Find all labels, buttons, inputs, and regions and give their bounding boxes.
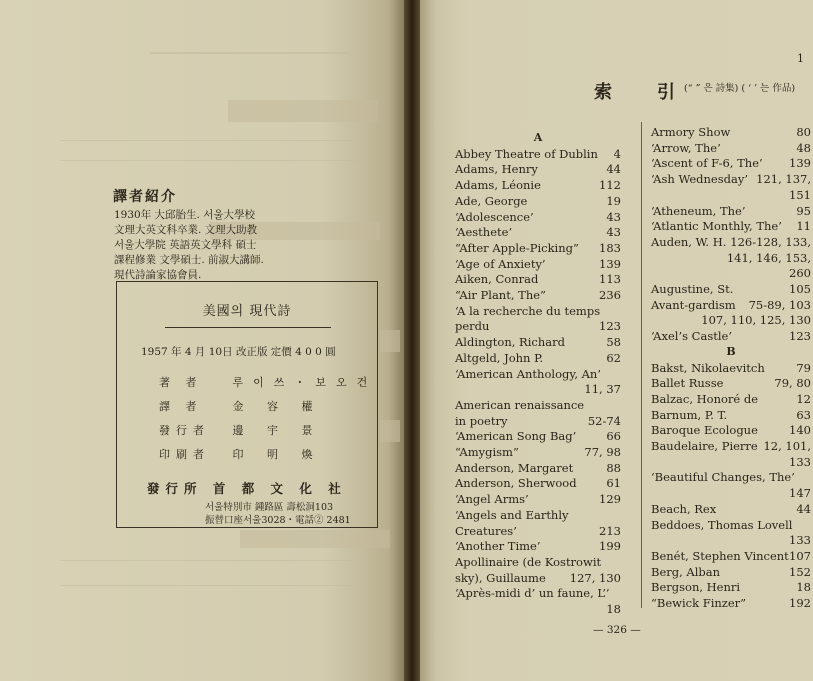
column-divider [641,122,642,608]
index-entry-pages: 113 [599,272,621,287]
index-entry-pages: 75-89, 103 [748,297,811,312]
index-entry-title: ‘Ascent of F-6, The’ [651,156,763,171]
colophon-box [116,281,378,528]
index-entry [651,298,811,314]
index-entry-title: ‘American Song Bag’ [455,429,577,444]
index-entry-title: Beach, Rex [651,501,717,516]
index-entry-pages: 133 [789,533,811,548]
index-entry-pages: 18 [796,580,811,595]
index-entry-title: “Air Plant, The” [455,288,546,302]
index-entry-pages: 107, 110, 125, 130 [701,313,811,328]
index-entry [455,414,621,430]
index-entry-title: Apollinaire (de Kostrowit [455,554,602,569]
index-entry-title: ‘Arrow, The’ [651,140,721,155]
index-entry [455,461,621,477]
index-entry-title: Bergson, Henri [651,580,741,595]
publisher-registration: 振替口座서울3028・電話② 2481 [205,515,351,526]
credit-role: 著 者 [159,376,203,389]
credit-author [159,374,377,390]
index-entry-pages: 43 [606,209,621,224]
page-number-top: 1 [797,52,804,65]
index-entry [651,596,811,612]
index-entry [455,147,621,163]
index-entry-title: Creatures’ [455,523,517,538]
credit-name: 邊 宇 景 [232,424,323,437]
index-entry [455,257,621,273]
index-entry [455,539,621,555]
index-entry-pages: 12 [796,391,811,406]
index-entry [651,282,811,298]
index-entry-title: Barnum, P. T. [651,407,728,422]
intro-line: 文理大英文科卒業. 文理大助教 [114,224,258,236]
credit-role: 發行者 [159,424,210,437]
index-entry-pages: 77, 98 [584,445,621,459]
intro-line: 서울大學院 英語英文學科 碩士 [114,239,257,251]
index-entry-pages: 133 [789,454,811,469]
index-entry [455,210,621,226]
index-entry [455,162,621,178]
credit-role: 印刷者 [159,448,210,461]
index-entry-title: Benét, Stephen Vincent [651,548,789,563]
index-entry-title: ‘Atheneum, The’ [651,203,746,218]
credit-role: 譯 者 [159,400,203,413]
index-entry-title: Augustine, St. [651,282,734,296]
index-entry-title: ‘Axel’s Castle’ [651,329,732,344]
index-entry-title: Adams, Henry [455,162,538,177]
index-entry [455,492,621,508]
index-entry-pages: 127, 130 [569,570,621,585]
index-entry [651,455,811,471]
index-entry [455,178,621,194]
index-entry-title: Auden, W. H. [651,234,727,249]
index-entry-title: Anderson, Margaret [455,460,574,475]
index-entry [651,518,811,534]
index-entry-title: “Bewick Finzer” [651,596,747,610]
index-entry-title: Berg, Alban [651,564,721,579]
index-entry [455,602,621,618]
index-section-letter: A [533,131,543,144]
index-entry-pages: 66 [606,429,621,444]
index-entry-title: ‘A la recherche du temps [455,303,601,318]
index-entry [455,382,621,398]
index-entry [651,361,811,377]
index-entry [455,194,621,210]
index-entry [651,251,811,267]
index-entry-pages: 88 [606,460,621,475]
index-entry [651,486,811,502]
index-heading-right: 引 [657,82,675,103]
index-entry [455,586,621,602]
colophon-rule [165,327,331,328]
index-entry [651,266,811,282]
index-entry-title: Ade, George [455,193,528,208]
index-entry-pages: 79 [796,360,811,375]
index-entry-title: Abbey Theatre of Dublin [455,146,598,161]
index-entry [455,524,621,540]
index-entry-pages: 107 [789,548,811,563]
index-entry [651,204,811,220]
index-entry-pages: 19 [606,193,621,208]
index-entry [651,392,811,408]
index-entry [651,423,811,439]
index-entry [455,398,621,414]
index-entry-pages: 139 [599,256,621,271]
index-entry-title: ‘Aesthete’ [455,225,513,240]
index-entry [455,429,621,445]
index-entry-pages: 126-128, 133, [730,234,811,249]
index-entry [455,225,621,241]
index-entry [455,445,621,461]
index-entry-pages: 4 [613,146,621,161]
index-entry-title: ‘American Anthology, An’ [455,366,601,381]
index-entry-title: ‘Atlantic Monthly, The’ [651,219,782,234]
index-entry [651,502,811,518]
index-entry-title: Aiken, Conrad [455,272,539,287]
index-entry-pages: 152 [789,564,811,579]
index-entry [455,476,621,492]
index-entry [455,555,621,571]
index-entry-pages: 95 [796,203,811,218]
index-entry-title: Baroque Ecologue [651,423,758,438]
index-entry [455,288,621,304]
intro-line: 現代詩論家協會員. [114,269,202,281]
index-entry-title: ‘Angels and Earthly [455,507,569,522]
index-entry-pages: 58 [606,335,621,350]
index-entry-pages: 147 [789,486,811,501]
index-entry [455,241,621,257]
index-entry-pages: 151 [789,187,811,202]
index-entry-title: Anderson, Sherwood [455,476,577,491]
index-entry-title: Altgeld, John P. [455,350,544,365]
index-entry-title: Aldington, Richard [455,335,565,350]
index-entry-title: ‘Another Time’ [455,539,541,554]
credit-printer [159,446,323,462]
index-heading-left: 索 [594,82,612,103]
index-entry-title: sky), Guillaume [455,570,546,585]
index-entry-title: ‘Adolescence’ [455,209,534,224]
index-entry-pages: 129 [599,492,621,507]
index-entry-title: ‘Beautiful Changes, The’ [651,470,795,485]
index-entry-pages: 11 [796,219,811,234]
index-entry-pages: 139 [789,156,811,171]
index-entry-pages: 123 [789,329,811,344]
index-entry-title: ‘Ash Wednesday’ [651,172,748,187]
index-entry-pages: 121, 137, [756,172,811,187]
credit-translator [159,398,323,414]
index-entry-title: “After Apple-Picking” [455,240,579,255]
index-entry [651,376,811,392]
publisher-name: 發行所 首 都 文 化 社 [147,481,347,496]
index-entry-title: Bakst, Nikolaevitch [651,360,765,375]
index-entry [455,508,621,524]
index-entry [455,351,621,367]
index-entry-pages: 123 [599,319,621,334]
index-entry-title: Balzac, Honoré de [651,391,759,406]
index-entry-pages: 79, 80 [774,376,811,391]
intro-line: 1930年 大邱胎生. 서울大學校 [114,209,256,221]
book-spine [404,0,420,681]
index-entry [651,533,811,549]
index-entry-title: Avant-gardism [651,297,736,312]
colophon-edition: 1957 年 4 月 10日 改正版 定價 4 0 0 圓 [141,346,336,358]
index-entry [651,156,811,172]
index-entry [651,408,811,424]
index-entry [651,172,811,188]
index-entry-pages: 105 [789,282,811,296]
index-entry-pages: 236 [599,288,621,302]
index-entry [455,367,621,383]
index-entry [651,219,811,235]
index-entry-pages: 52-74 [587,413,621,428]
index-entry-title: American renaissance [455,397,585,412]
index-entry [455,272,621,288]
index-entry-title: Beddoes, Thomas Lovell [651,517,793,532]
index-entry [651,235,811,251]
index-heading-note: (“ ” 은 詩集) ( ‘ ’ 는 作品) [684,83,796,94]
index-entry [651,565,811,581]
index-entry-pages: 192 [789,596,811,610]
index-entry-pages: 61 [606,476,621,491]
index-entry-pages: 18 [606,602,621,616]
index-entry-pages: 80 [796,125,811,139]
index-entry-pages: 44 [606,162,621,177]
index-entry-pages: 62 [606,350,621,365]
index-entry-title: ‘Angel Arms’ [455,492,529,507]
index-section-letter: B [726,344,736,358]
index-entry-title: perdu [455,319,490,334]
index-entry [455,571,621,587]
index-entry-title: Armory Show [651,125,731,139]
index-entry [455,335,621,351]
index-entry-pages: 12, 101, [763,439,811,453]
credit-name: 印 明 煥 [232,448,323,461]
translator-intro-text [114,208,264,283]
colophon-book-title: 美國의 現代詩 [202,304,292,319]
index-entry-pages: 140 [789,423,811,438]
index-entry [651,549,811,565]
index-entry-title: ‘Après-midi d’ un faune, L’’ [455,586,610,601]
index-entry [651,580,811,596]
index-entry-pages: 141, 146, 153, [726,250,811,265]
index-entry-title: Baudelaire, Pierre [651,439,758,453]
index-entry [455,304,621,320]
index-entry [651,439,811,455]
credit-publisher-person [159,422,323,438]
index-entry-pages: 48 [796,140,811,155]
credit-name: 金 容 權 [232,400,323,413]
index-entry [455,319,621,335]
translator-intro-title: 譯者紹介 [113,189,177,205]
index-entry-title: in poetry [455,413,508,428]
credit-name: 루이쓰・보오건 [232,376,378,389]
index-entry-pages: 199 [599,539,621,554]
index-entry [651,141,811,157]
index-entry-title: Adams, Léonie [455,178,541,193]
page-number-footer: — 326 — [593,624,641,636]
index-entry [651,125,811,141]
index-entry [651,188,811,204]
index-entry-pages: 44 [796,501,811,516]
index-entry-pages: 43 [606,225,621,240]
index-entry-title: Ballet Russe [651,376,724,391]
index-entry [651,329,811,345]
index-entry [651,470,811,486]
index-entry [651,313,811,329]
index-entry-pages: 183 [599,240,621,255]
publisher-address: 서울特別市 鍾路區 壽松洞103 [205,502,334,513]
index-entry-title: “Amygism” [455,445,519,459]
index-entry-title: ‘Age of Anxiety’ [455,256,546,271]
intro-line: 課程修業 文學碩士. 前淑大講師. [114,254,264,266]
index-entry-pages: 63 [796,407,811,422]
index-entry-pages: 112 [599,178,621,193]
index-entry-pages: 213 [599,523,621,538]
index-entry-pages: 11, 37 [584,382,621,397]
index-entry-pages: 260 [789,266,811,281]
